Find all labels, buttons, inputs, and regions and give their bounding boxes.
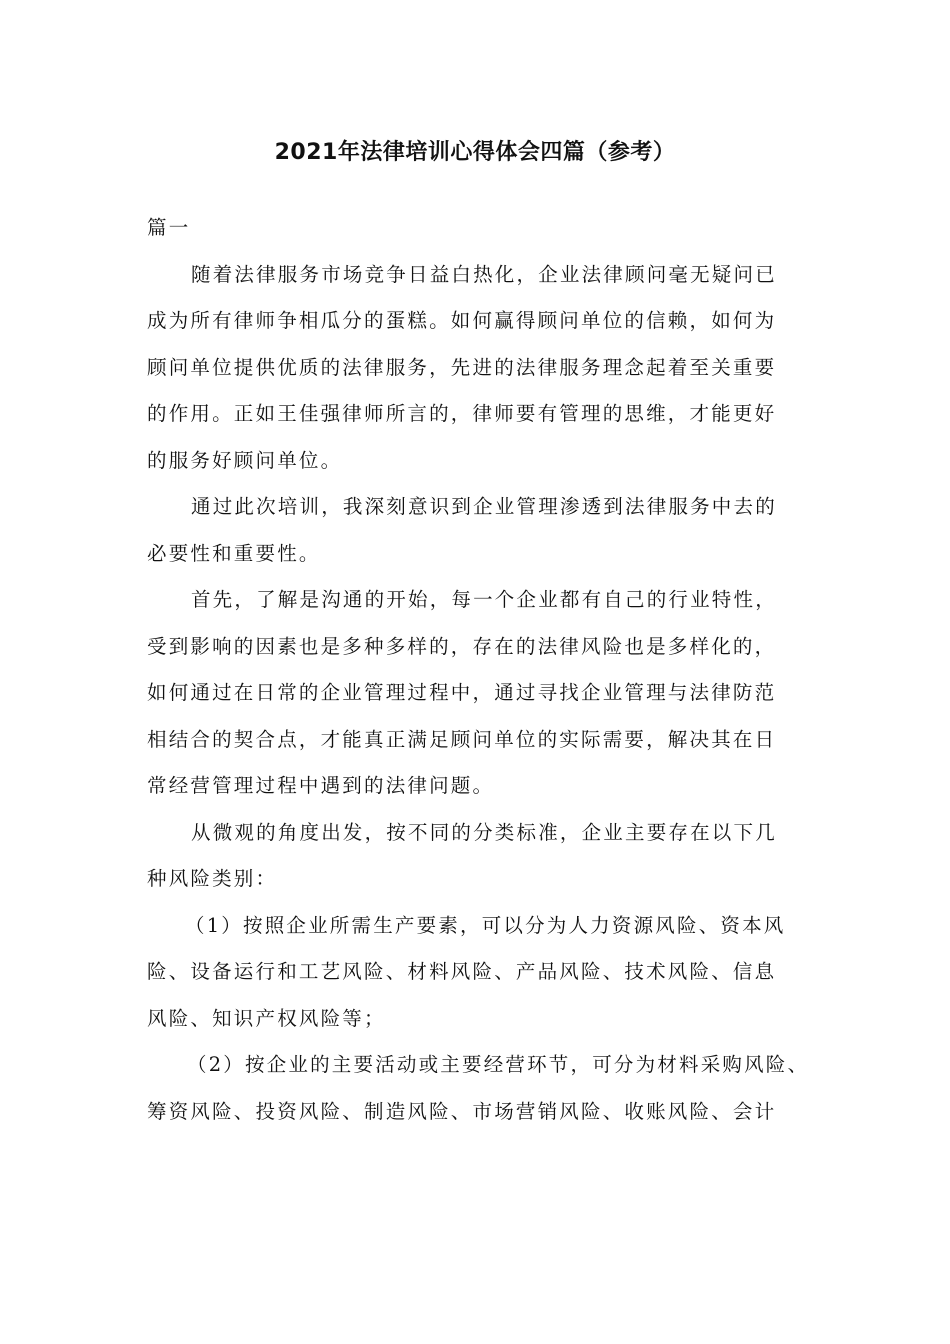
paragraph-line: 的服务好顾问单位。 <box>147 448 343 472</box>
section-label: 篇一 <box>147 216 191 239</box>
paragraph-line: 成为所有律师争相瓜分的蛋糕。如何赢得顾问单位的信赖，如何为 <box>147 309 777 332</box>
document-body <box>147 205 847 1135</box>
paragraph-line: 必要性和重要性。 <box>147 541 321 565</box>
paragraph-line: 风险、知识产权风险等； <box>147 1006 386 1030</box>
paragraph-line: 如何通过在日常的企业管理过程中，通过寻找企业管理与法律防范 <box>147 681 777 704</box>
paragraph-line: 随着法律服务市场竞争日益白热化，企业法律顾问毫无疑问已 <box>191 262 777 286</box>
paragraph-line: 受到影响的因素也是多种多样的，存在的法律风险也是多样化的， <box>147 634 777 658</box>
paragraph-line: 筹资风险、投资风险、制造风险、市场营销风险、收账风险、会计 <box>147 1099 777 1123</box>
paragraph-line: 从微观的角度出发，按不同的分类标准，企业主要存在以下几 <box>191 820 777 844</box>
paragraph-line: 的作用。正如王佳强律师所言的，律师要有管理的思维，才能更好 <box>147 402 777 425</box>
paragraph-line: 险、设备运行和工艺风险、材料风险、产品风险、技术风险、信息 <box>147 960 777 983</box>
paragraph-line: 相结合的契合点，才能真正满足顾问单位的实际需要，解决其在日 <box>147 727 777 751</box>
list-item-line: （2）按企业的主要活动或主要经营环节，可分为材料采购风险、 <box>187 1053 810 1076</box>
document-title: 2021年法律培训心得体会四篇（参考） <box>274 140 676 165</box>
paragraph-line: 顾问单位提供优质的法律服务，先进的法律服务理念起着至关重要 <box>147 355 777 379</box>
paragraph-line: 首先，了解是沟通的开始，每一个企业都有自己的行业特性， <box>191 588 777 611</box>
paragraph-line: 种风险类别： <box>147 867 278 890</box>
paragraph-line: 常经营管理过程中遇到的法律问题。 <box>147 774 495 797</box>
paragraph-line: 通过此次培训，我深刻意识到企业管理渗透到法律服务中去的 <box>191 495 777 518</box>
list-item-line: （1）按照企业所需生产要素，可以分为人力资源风险、资本风 <box>185 913 786 937</box>
